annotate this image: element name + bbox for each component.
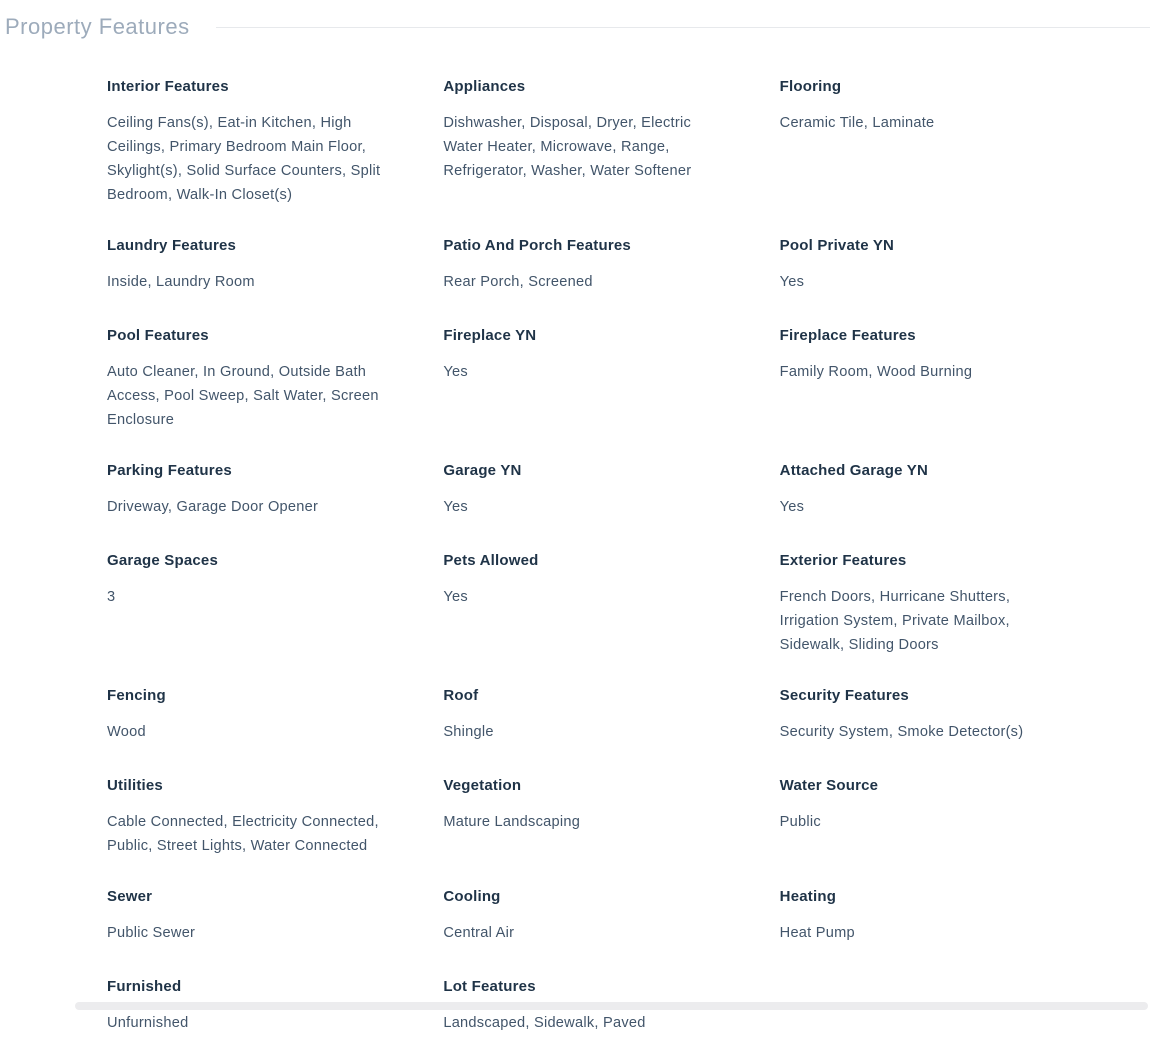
feature-item [780,687,1070,747]
feature-label: Furnished [107,978,182,995]
feature-value: Wood [107,724,146,740]
feature-label: Parking Features [107,462,232,479]
feature-item [443,777,733,858]
feature-item [107,327,397,432]
feature-value: Unfurnished [107,1015,189,1031]
feature-item [443,237,733,297]
feature-value: Inside, Laundry Room [107,274,255,290]
feature-item [780,888,1070,948]
feature-label: Patio And Porch Features [443,237,631,254]
feature-value: Ceiling Fans(s), Eat-in Kitchen, High Ceilings, Primary Bedroom Main Floor, Skylight(s), Solid Surface Counters, Split Bedroom, Walk-In Closet(s) [107,115,381,203]
feature-label: Vegetation [443,777,522,794]
feature-item [443,327,733,432]
feature-value: Auto Cleaner, In Ground, Outside Bath Access, Pool Sweep, Salt Water, Screen Enclosure [107,364,379,428]
feature-item [107,777,397,858]
feature-value: French Doors, Hurricane Shutters, Irrigation System, Private Mailbox, Sidewalk, Sliding Doors [779,589,1011,653]
feature-label: Heating [779,888,837,905]
feature-item [107,888,397,948]
feature-value: Yes [779,274,805,290]
feature-label: Flooring [779,78,842,95]
feature-value: Yes [443,589,468,605]
features-grid [107,78,1070,1038]
feature-label: Roof [443,687,479,704]
feature-item [107,552,397,657]
feature-value: Ceramic Tile, Laminate [779,115,935,131]
feature-value: Public Sewer [107,925,196,941]
feature-item [443,462,733,522]
feature-label: Lot Features [443,978,536,995]
feature-item [780,78,1070,207]
feature-item [107,237,397,297]
feature-label: Exterior Features [779,552,907,569]
feature-label: Interior Features [107,78,229,95]
feature-label: Pool Features [107,327,209,344]
feature-label: Garage YN [443,462,522,479]
feature-label: Security Features [779,687,909,704]
section-header [0,12,1150,42]
feature-item [443,552,733,657]
feature-value: Yes [443,364,468,380]
feature-value: Dishwasher, Disposal, Dryer, Electric Water Heater, Microwave, Range, Refrigerator, Washer, Water Softener [443,115,692,179]
section-divider-line [216,27,1150,28]
feature-value: Mature Landscaping [443,814,581,830]
feature-value: Shingle [443,724,494,740]
feature-label: Sewer [107,888,153,905]
feature-item [443,888,733,948]
feature-value: Landscaped, Sidewalk, Paved [443,1015,646,1031]
feature-label: Fencing [107,687,166,704]
section-title: Property Features [5,14,190,39]
feature-item [443,687,733,747]
feature-value: Family Room, Wood Burning [779,364,973,380]
feature-value: Driveway, Garage Door Opener [107,499,319,515]
feature-value: Public [779,814,821,830]
feature-value: Cable Connected, Electricity Connected, Public, Street Lights, Water Connected [107,814,379,854]
feature-label: Cooling [443,888,501,905]
feature-value: Yes [443,499,468,515]
feature-item [107,687,397,747]
feature-item [780,777,1070,858]
feature-label: Laundry Features [107,237,237,254]
feature-value: Rear Porch, Screened [443,274,593,290]
feature-label: Fireplace YN [443,327,537,344]
feature-value: Security System, Smoke Detector(s) [779,724,1024,740]
feature-item [780,552,1070,657]
feature-item [780,327,1070,432]
feature-item [780,462,1070,522]
feature-label: Pool Private YN [779,237,895,254]
feature-label: Appliances [443,78,526,95]
feature-value: 3 [107,589,116,605]
feature-label: Water Source [779,777,879,794]
feature-item [443,78,733,207]
feature-value: Yes [779,499,805,515]
feature-value: Central Air [443,925,515,941]
feature-item [107,462,397,522]
feature-value: Heat Pump [779,925,855,941]
feature-label: Garage Spaces [107,552,218,569]
horizontal-scrollbar[interactable] [75,1002,1148,1010]
feature-label: Pets Allowed [443,552,539,569]
feature-label: Utilities [107,777,163,794]
feature-label: Fireplace Features [779,327,916,344]
feature-item [780,237,1070,297]
feature-label: Attached Garage YN [779,462,929,479]
feature-item [107,78,397,207]
